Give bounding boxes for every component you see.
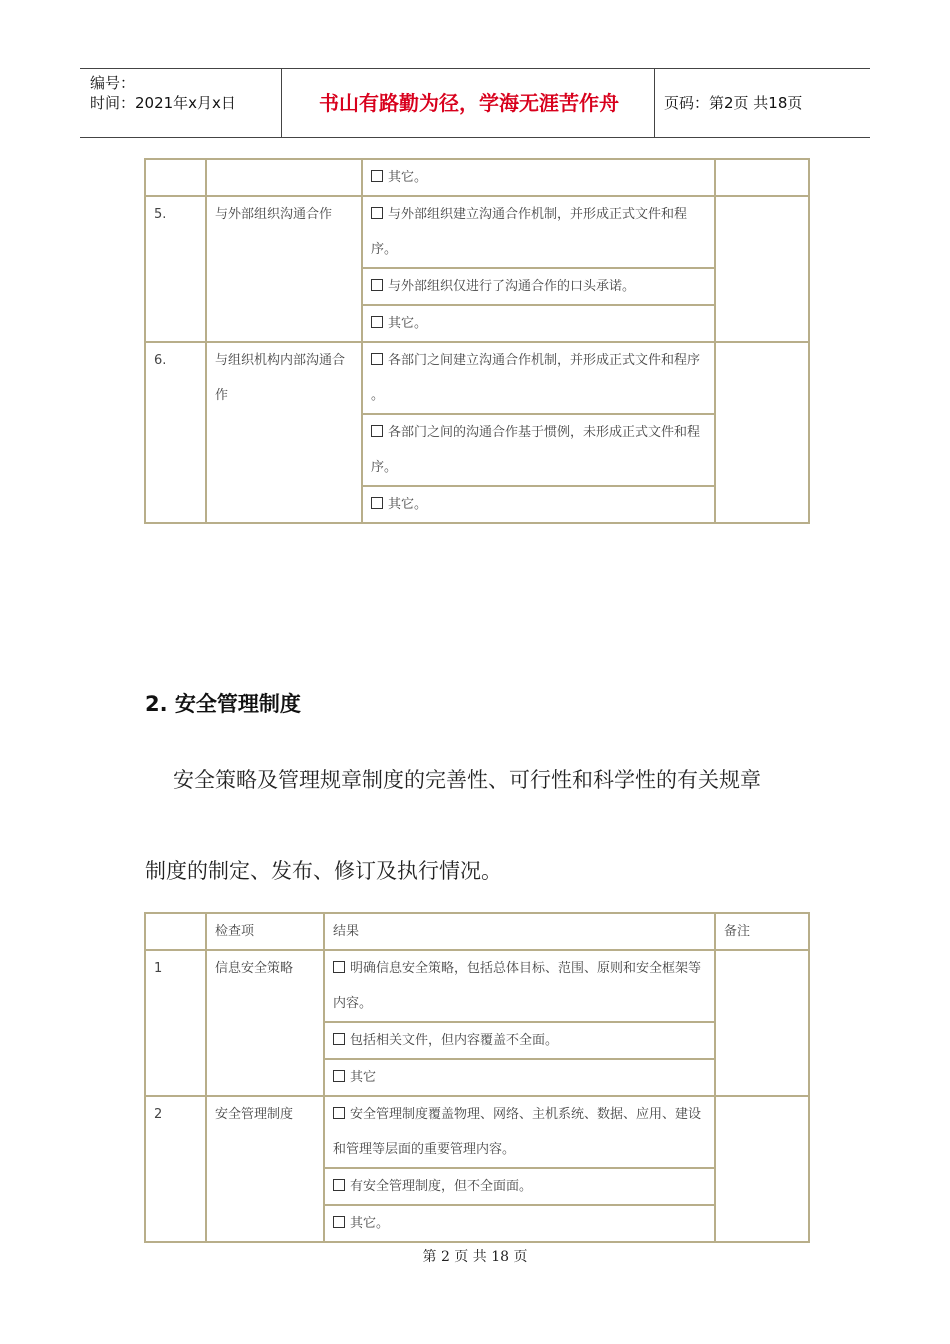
checkbox-icon[interactable]: [333, 1070, 345, 1082]
page-footer: 第 2 页 共 18 页: [422, 1249, 528, 1265]
table-row: [145, 159, 809, 196]
checkbox-icon[interactable]: [371, 316, 383, 328]
result-text: 与外部组织建立沟通合作机制，并形成正式文件和程序。: [371, 207, 688, 257]
page-header: [80, 68, 870, 138]
check-table-continued: [144, 158, 810, 524]
column-header-result: 结果: [324, 913, 715, 950]
header-divider: [654, 69, 655, 137]
row-number: 6.: [145, 342, 206, 523]
result-option: [324, 1096, 715, 1168]
check-item: 与外部组织沟通合作: [206, 196, 362, 342]
checkbox-icon[interactable]: [371, 170, 383, 182]
result-option: [324, 1059, 715, 1096]
note-cell: [715, 1096, 809, 1242]
result-text: 安全管理制度覆盖物理、网络、主机系统、数据、应用、建设和管理等层面的重要管理内容。: [333, 1107, 702, 1157]
check-item: 与组织机构内部沟通合作: [206, 342, 362, 523]
check-item: 安全管理制度: [206, 1096, 324, 1242]
section-paragraph-line: 制度的制定、发布、修订及执行情况。: [145, 859, 502, 883]
result-option: [362, 342, 715, 414]
checkbox-icon[interactable]: [333, 1216, 345, 1228]
table-header-row: [145, 913, 809, 950]
row-number: 1: [145, 950, 206, 1096]
result-text: 明确信息安全策略，包括总体目标、范围、原则和安全框架等内容。: [333, 961, 702, 1011]
result-text: 其它。: [350, 1216, 390, 1231]
row-number: 2: [145, 1096, 206, 1242]
result-option: [324, 950, 715, 1022]
checkbox-icon[interactable]: [371, 425, 383, 437]
result-option: [324, 1205, 715, 1242]
section-title: 2. 安全管理制度: [145, 692, 301, 716]
checkbox-icon[interactable]: [333, 1033, 345, 1045]
result-option: [362, 486, 715, 523]
header-page-info: 页码：第2页 共18页: [664, 94, 803, 112]
check-item: [206, 159, 362, 196]
note-cell: [715, 342, 809, 523]
result-text: 其它。: [388, 497, 428, 512]
checkbox-icon[interactable]: [333, 961, 345, 973]
result-option: [362, 414, 715, 486]
row-number: 5.: [145, 196, 206, 342]
note-cell: [715, 950, 809, 1096]
result-option: [362, 159, 715, 196]
result-text: 其它。: [388, 170, 428, 185]
note-cell: [715, 196, 809, 342]
result-text: 有安全管理制度，但不全面面。: [350, 1179, 533, 1194]
column-header-note: 备注: [715, 913, 809, 950]
check-item: 信息安全策略: [206, 950, 324, 1096]
checkbox-icon[interactable]: [371, 497, 383, 509]
row-number: [145, 159, 206, 196]
section-paragraph-line: 安全策略及管理规章制度的完善性、可行性和科学性的有关规章: [173, 768, 761, 792]
result-text: 各部门之间的沟通合作基于惯例，未形成正式文件和程序。: [371, 425, 701, 475]
result-option: [324, 1022, 715, 1059]
column-header-number: [145, 913, 206, 950]
checkbox-icon[interactable]: [371, 207, 383, 219]
table-row: [145, 342, 809, 414]
checkbox-icon[interactable]: [371, 353, 383, 365]
table-row: [145, 1096, 809, 1168]
result-text: 其它。: [388, 316, 428, 331]
column-header-item: 检查项: [206, 913, 324, 950]
result-option: [362, 196, 715, 268]
result-text: 其它: [350, 1070, 377, 1085]
result-option: [324, 1168, 715, 1205]
check-table: [144, 912, 810, 1243]
note-cell: [715, 159, 809, 196]
result-option: [362, 268, 715, 305]
checkbox-icon[interactable]: [371, 279, 383, 291]
result-text: 与外部组织仅进行了沟通合作的口头承诺。: [388, 279, 636, 294]
header-meta: [90, 73, 236, 113]
serial-label: 编号：: [90, 74, 136, 92]
table-row: [145, 196, 809, 268]
checkbox-icon[interactable]: [333, 1107, 345, 1119]
result-option: [362, 305, 715, 342]
result-text: 包括相关文件，但内容覆盖不全面。: [350, 1033, 559, 1048]
header-motto: 书山有路勤为径，学海无涯苦作舟: [319, 91, 619, 115]
table-row: [145, 950, 809, 1022]
result-text: 各部门之间建立沟通合作机制，并形成正式文件和程序 。: [371, 353, 701, 403]
time-label: 时间：2021年x月x日: [90, 94, 236, 112]
checkbox-icon[interactable]: [333, 1179, 345, 1191]
